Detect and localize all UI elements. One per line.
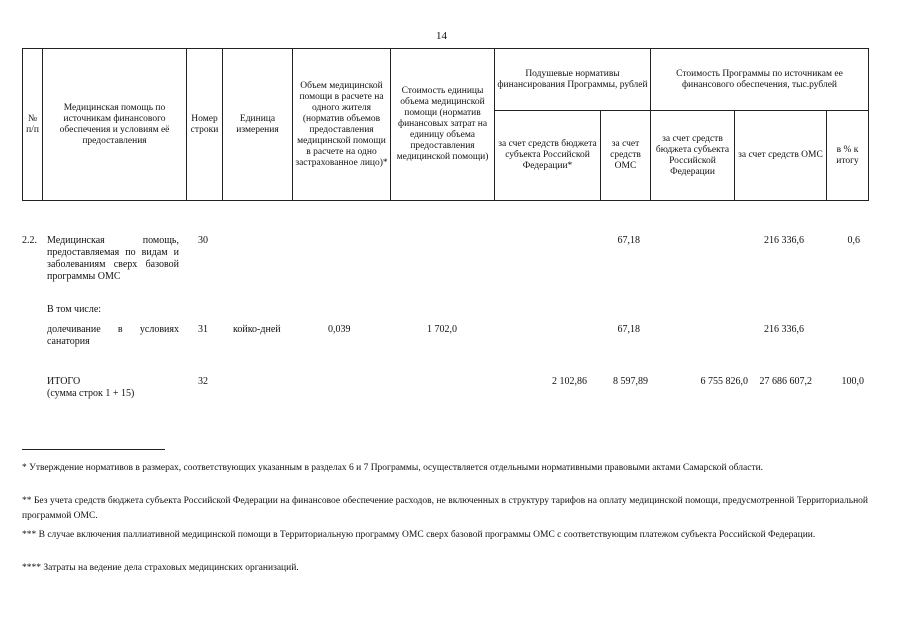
- header-col-unit: Единица измерения: [223, 49, 293, 201]
- row-percent: 100,0: [841, 376, 864, 387]
- row-pc-oms: 8 597,89: [613, 376, 648, 387]
- header-col-cost: Стоимость единицы объема медицинской помощи (норматив финансовых затрат на единицу объема предоставления медицинской помощи): [391, 49, 495, 201]
- row-care-title: ИТОГО: [47, 376, 81, 387]
- row-pr-oms: 216 336,6: [764, 324, 804, 335]
- row-unit: койко-дней: [233, 324, 281, 335]
- row-number: 30: [198, 235, 208, 246]
- row-cost: 1 702,0: [427, 324, 457, 335]
- row-care: В том числе:: [47, 304, 102, 315]
- header-group-per-capita: Подушевые нормативы финансирования Программы, рублей: [495, 49, 651, 111]
- header-col-care: Медицинская помощь по источникам финансового обеспечения и условиям её предоставления: [43, 49, 187, 201]
- header-sub-oms2: за счет средств ОМС: [735, 111, 827, 201]
- footnote: ** Без учета средств бюджета субъекта Российской Федерации на финансовое обеспечение расходов, не включенных в структуру тарифов на оплату медицинской помощи, предусмотренной Территориальной программой ОМС.: [22, 496, 868, 521]
- footnote: * Утверждение нормативов в размерах, соответствующих указанным в разделах 6 и 7 Программы, осуществляется отдельными нормативными правовыми актами Самарской области.: [22, 463, 764, 473]
- header-sub-percent: в % к итогу: [827, 111, 869, 201]
- table-header: [22, 48, 869, 201]
- row-pr-budget: 6 755 826,0: [700, 376, 748, 387]
- row-pc-oms: 67,18: [617, 235, 640, 246]
- header-col-row: Номер строки: [187, 49, 223, 201]
- page-number: 14: [436, 30, 447, 42]
- row-percent: 0,6: [847, 235, 860, 246]
- footnote: **** Затраты на ведение дела страховых медицинских организаций.: [22, 563, 299, 573]
- row-care-subtitle: (сумма строк 1 + 15): [47, 388, 135, 399]
- header-col-num: № п/п: [23, 49, 43, 201]
- row-number: 31: [198, 324, 208, 335]
- row-care: [47, 376, 179, 400]
- row-num: 2.2.: [22, 235, 37, 246]
- row-care: долечивание в условиях санатория: [47, 324, 179, 347]
- row-volume: 0,039: [328, 324, 351, 335]
- header-group-program-cost: Стоимость Программы по источникам ее финансового обеспечения, тыс.рублей: [651, 49, 869, 111]
- row-pr-oms: 27 686 607,2: [759, 376, 812, 387]
- table-header-frame: [22, 48, 868, 200]
- header-col-volume: Объем медицинской помощи в расчете на одного жителя (норматив объемов предоставления медицинской помощи в расчете на одно застрахованное лицо)*: [293, 49, 391, 201]
- header-sub-oms: за счет средств ОМС: [601, 111, 651, 201]
- header-sub-budget2: за счет средств бюджета субъекта Российской Федерации: [651, 111, 735, 201]
- row-pc-budget: 2 102,86: [552, 376, 587, 387]
- header-sub-budget: за счет средств бюджета субъекта Российской Федерации*: [495, 111, 601, 201]
- footnote: *** В случае включения паллиативной медицинской помощи в Территориальную программу ОМС сверх базовой программы ОМС с соответствующим платежом субъекта Российской Федерации.: [22, 530, 816, 540]
- footnote-separator: [22, 449, 165, 450]
- row-pr-oms: 216 336,6: [764, 235, 804, 246]
- row-pc-oms: 67,18: [617, 324, 640, 335]
- row-care: Медицинская помощь, предоставляемая по видам и заболеваниям сверх базовой программы ОМС: [47, 235, 179, 282]
- row-number: 32: [198, 376, 208, 387]
